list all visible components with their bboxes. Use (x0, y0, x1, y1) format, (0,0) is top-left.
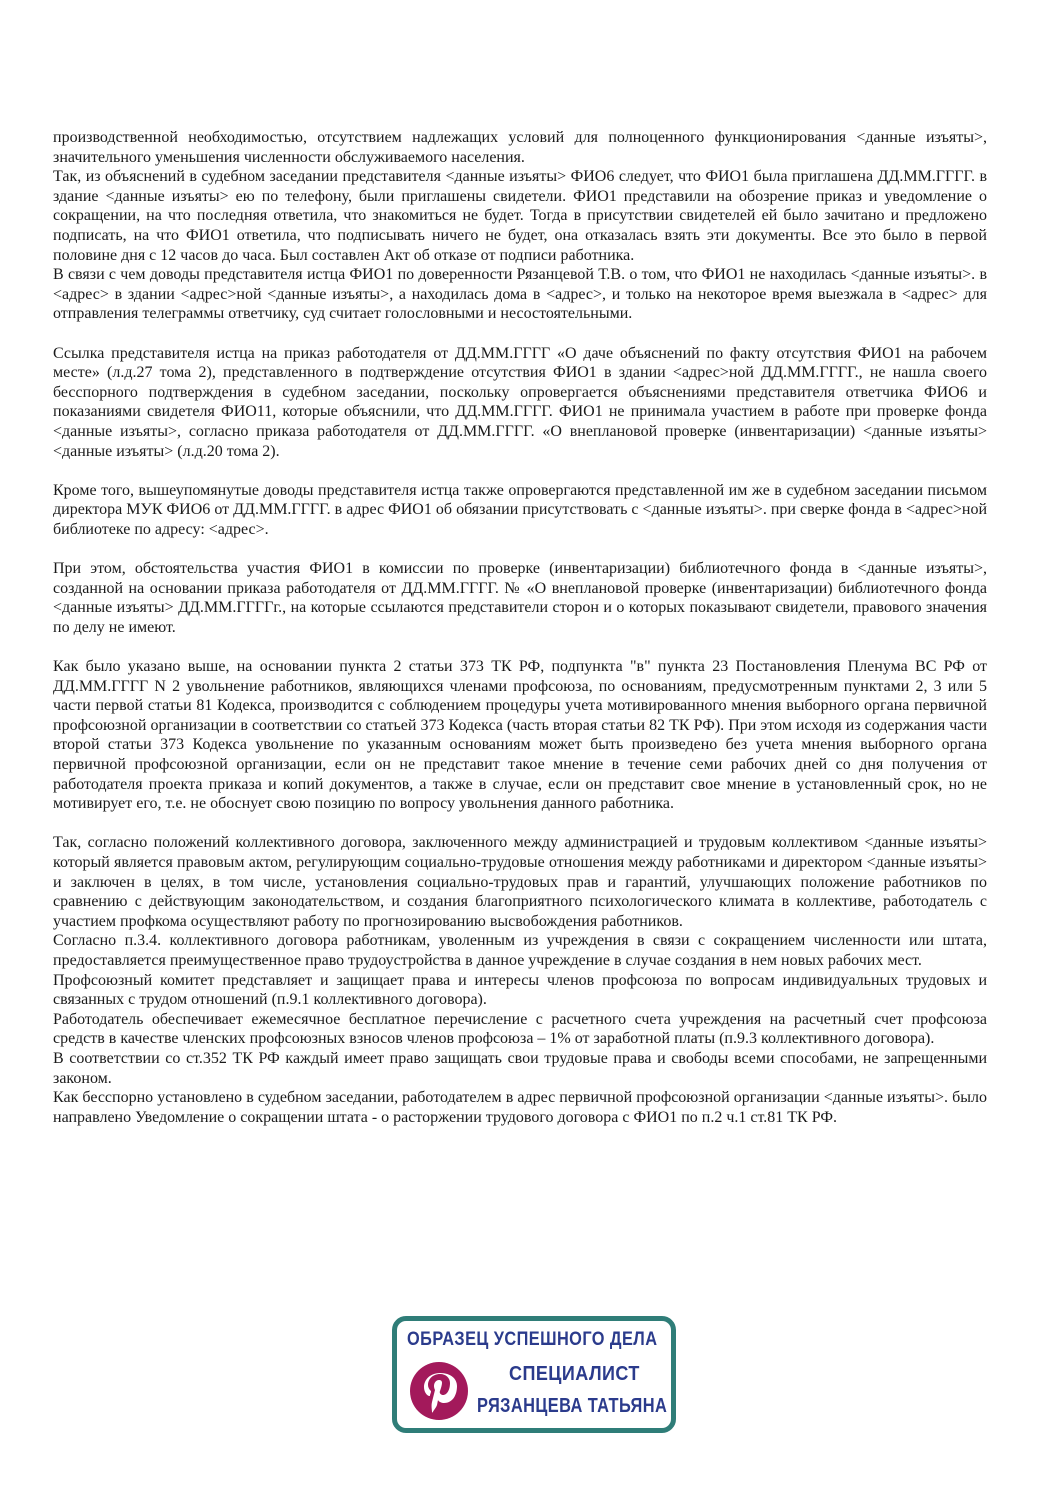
paragraph-7: Как было указано выше, на основании пункта 2 статьи 373 ТК РФ, подпункта "в" пункта 23 Постановления Пленума ВС РФ от ДД.ММ.ГГГГ N 2 увольнение работников, являющихся членами профсоюза, по основаниям, предусмотренным пунктами 2, 3 или 5 части первой статьи 81 Кодекса, производится с соблюдением процедуры учета мотивированного мнения выборного органа первичной профсоюзной организации в соответствии со статьей 373 Кодекса (часть вторая статьи 82 ТК РФ). При этом исходя из содержания части второй статьи 373 Кодекса увольнение по указанным основаниям может быть произведено без учета мнения выборного органа первичной профсоюзной организации, если он не представит такое мнение в течение семи рабочих дней со дня получения от работодателя проекта приказа и копий документов, а также в случае, если он представит свое мнение в установленный срок, но не мотивирует его, т.е. не обоснует свою позицию по вопросу увольнения данного работника. (53, 658, 987, 813)
paragraph-5: Кроме того, вышеупомянутые доводы представителя истца также опровергаются представленной им же в судебном заседании письмом директора МУК ФИО6 от ДД.ММ.ГГГГ. в адрес ФИО1 об обязании присутствовать с <данные изъяты>. при сверке фонда в <адрес>ной библиотеке по адресу: <адрес>. (53, 481, 987, 538)
paragraph-1: производственной необходимостью, отсутствием надлежащих условий для полноценного функционирования <данные изъяты>, значительного уменьшения численности обслуживаемого населения. (53, 129, 987, 166)
pinterest-icon (409, 1361, 469, 1421)
sample-case-stamp (392, 1316, 676, 1433)
paragraph-13: Как бесспорно установлено в судебном заседании, работодателем в адрес первичной профсоюзной организации <данные изъяты>. было направлено Уведомление о сокращении штата - о расторжении трудового договора с ФИО1 по п.2 ч.1 ст.81 ТК РФ. (53, 1089, 987, 1126)
paragraph-12: В соответствии со ст.352 ТК РФ каждый имеет право защищать свои трудовые права и свободы всеми способами, не запрещенными законом. (53, 1049, 987, 1087)
paragraph-10: Профсоюзный комитет представляет и защищает права и интересы членов профсоюза по вопросам индивидуальных трудовых и связанных с трудом отношений (п.9.1 коллективного договора). (53, 971, 987, 1009)
paragraph-6: При этом, обстоятельства участия ФИО1 в комиссии по проверке (инвентаризации) библиотечного фонда в <данные изъяты>, созданной на основании приказа работодателя от ДД.ММ.ГГГГ. № «О внеплановой проверке (инвентаризации) библиотечного фонда <данные изъяты> ДД.ММ.ГГГГг., на которые ссылаются представители сторон и о которых показывают свидетели, правового значения по делу не имеют. (53, 560, 987, 636)
paragraph-3: В связи с чем доводы представителя истца ФИО1 по доверенности Рязанцевой Т.В. о том, что ФИО1 не находилась <данные изъяты>. в <адрес> в здании <адрес>ной <данные изъяты>, а находилась дома в <адрес>, и только на некоторое время выезжала в <адрес> для отправления телеграммы ответчику, суд считает голословными и несостоятельными. (53, 266, 987, 323)
paragraph-9: Согласно п.3.4. коллективного договора работникам, уволенным из учреждения в связи с сокращением численности или штата, предоставляется преимущественное право трудоустройства в данное учреждение в случае создания в нем новых рабочих мест. (53, 932, 987, 969)
stamp-title: ОБРАЗЕЦ УСПЕШНОГО ДЕЛА (407, 1329, 658, 1350)
document-body (53, 128, 987, 1127)
paragraph-8: Так, согласно положений коллективного договора, заключенного между администрацией и трудовым коллективом <данные изъяты> который является правовым актом, регулирующим социально-трудовые отношения между работниками и директором <данные изъяты> и заключен в целях, в том числе, установления социально-трудовых прав и гарантий, улучшающих положение работников по сравнению с действующим законодательством, и создания благоприятного психологического климата в коллективе, работодатель с участием профкома осуществляют работу по прогнозированию высвобождения работников. (53, 834, 987, 930)
stamp-name: РЯЗАНЦЕВА ТАТЬЯНА (477, 1395, 668, 1417)
paragraph-2: Так, из объяснений в судебном заседании представителя <данные изъяты> ФИО6 следует, что ФИО1 была приглашена ДД.ММ.ГГГГ. в здание <данные изъяты> ею по телефону, были приглашены свидетели. ФИО1 представили на обозрение приказ и уведомление о сокращении, на что последняя ответила, что знакомиться не будет. Тогда в присутствии свидетелей ей было зачитано и предложено подписать, на что ФИО1 ответила, что подписывать ничего не будет, она отказалась взять эти документы. Все это было в первой половине дня с 12 часов до часа. Был составлен Акт об отказе от подписи работника. (53, 168, 987, 264)
stamp-specialist: СПЕЦИАЛИСТ (509, 1363, 640, 1385)
paragraph-11: Работодатель обеспечивает ежемесячное бесплатное перечисление с расчетного счета учреждения на расчетный счет профсоюза средств в качестве членских профсоюзных взносов членов профсоюза – 1% от заработной платы (п.9.3 коллективного договора). (53, 1010, 987, 1048)
paragraph-4: Ссылка представителя истца на приказ работодателя от ДД.ММ.ГГГГ «О даче объяснений по факту отсутствия ФИО1 на рабочем месте» (л.д.27 тома 2), представленного в подтверждение отсутствия ФИО1 в здании <адрес>ной ДД.ММ.ГГГГ., не нашла своего бесспорного подтверждения в судебном заседании, поскольку опровергается объяснениями представителя ответчика ФИО6 и показаниями свидетеля ФИО11, которые объяснили, что ДД.ММ.ГГГГ. ФИО1 не принимала участием в работе при проверке фонда <данные изъяты>, согласно приказа работодателя от ДД.ММ.ГГГГ. «О внеплановой проверке (инвентаризации) <данные изъяты><данные изъяты> (л.д.20 тома 2). (53, 344, 987, 460)
